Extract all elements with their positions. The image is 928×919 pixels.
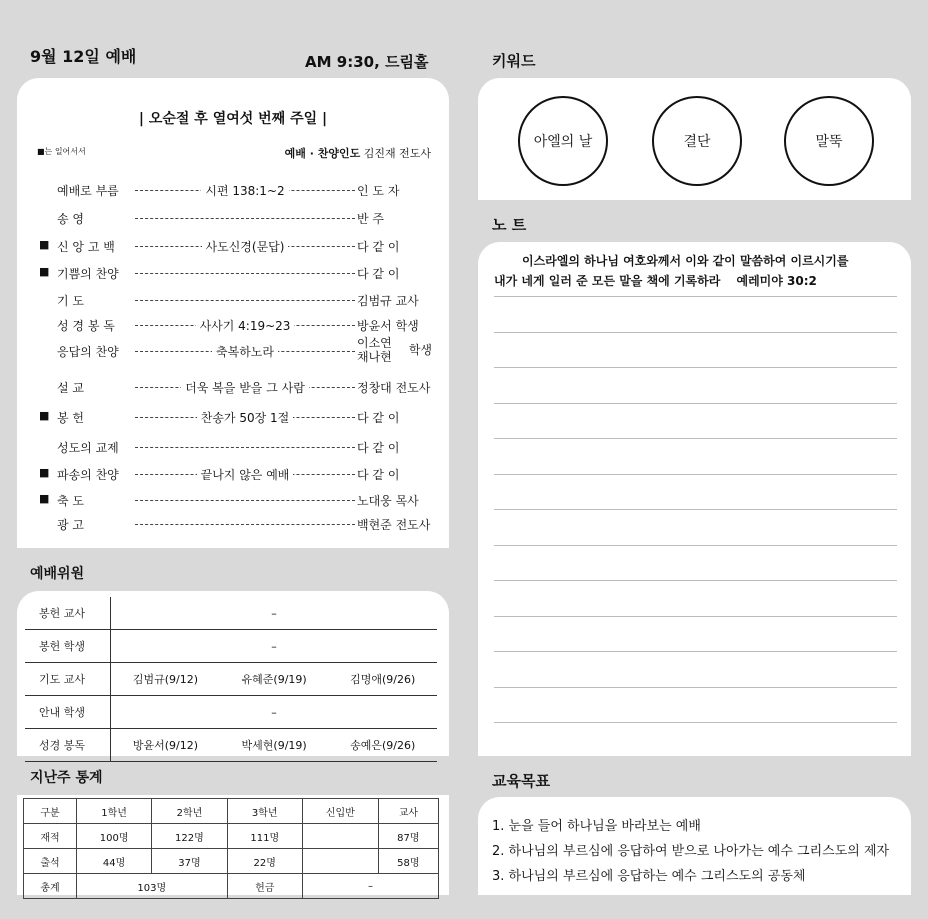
order-row: [17, 408, 449, 428]
keywords-panel: [478, 78, 911, 200]
order-item-person: 다 같 이: [357, 468, 400, 482]
note-writing-line: [494, 509, 897, 510]
stats-total-label: 총계: [24, 874, 77, 899]
stats-cash-value: –: [302, 874, 438, 899]
verse-reference: 예레미야 30:2: [736, 274, 817, 288]
goals-list: [492, 815, 889, 890]
order-item-name: 설 교: [57, 381, 84, 395]
dash-leader: [135, 218, 355, 219]
order-item-person: 백현준 전도사: [357, 518, 431, 532]
note-writing-line: [494, 296, 897, 297]
order-item-person: 김범규 교사: [357, 294, 419, 308]
order-item-person: 반 주: [357, 212, 384, 226]
order-item-detail-text: 시편 138:1~2: [201, 184, 288, 198]
note-writing-line: [494, 651, 897, 652]
stats-cell: 22명: [227, 849, 302, 874]
keyword-circle-2: 결단: [652, 96, 742, 186]
member-value: 송예은(9/26): [328, 729, 437, 762]
order-item-name: 기쁨의 찬양: [57, 267, 119, 281]
order-item-name: 응답의 찬양: [57, 345, 119, 359]
stats-cell: [302, 824, 378, 849]
worship-leader-label: 예배 · 찬양인도: [284, 147, 361, 160]
member-value: 김명애(9/26): [328, 663, 437, 696]
service-date: 9월 12일 예배: [30, 47, 137, 66]
stats-cell: 37명: [152, 849, 227, 874]
verse-line-1: 이스라엘의 하나님 여호와께서 이와 같이 말씀하여 이르시기를: [522, 254, 849, 268]
member-role: 안내 학생: [25, 696, 111, 729]
order-item-detail: [135, 238, 355, 255]
members-table: [25, 597, 437, 762]
stats-header: 2학년: [152, 799, 227, 824]
stats-panel: [17, 795, 449, 895]
stats-cell: 111명: [227, 824, 302, 849]
order-row: [17, 209, 449, 229]
order-item-name: 광 고: [57, 518, 84, 532]
stats-cell: 재적: [24, 824, 77, 849]
order-row: [17, 465, 449, 485]
order-row: [17, 438, 449, 458]
member-role: 봉헌 교사: [25, 597, 111, 630]
stats-cell: 87명: [378, 824, 438, 849]
member-row: [25, 696, 437, 729]
stats-cell: [302, 849, 378, 874]
order-item-person: 인 도 자: [357, 184, 400, 198]
order-item-name: 신 앙 고 백: [57, 240, 115, 254]
order-of-worship-panel: [17, 78, 449, 548]
order-item-person: 방윤서 학생: [357, 319, 419, 333]
member-row: [25, 663, 437, 696]
stand-note: ■는 일어서서: [37, 147, 86, 156]
order-item-name: 송 영: [57, 212, 84, 226]
order-item-name: 봉 헌: [57, 411, 84, 425]
dash-leader: [135, 524, 355, 525]
stats-table: [23, 798, 439, 899]
sunday-title: | 오순절 후 열여섯 번째 주일 |: [138, 111, 328, 127]
stats-cell: 58명: [378, 849, 438, 874]
stand-marker: ■: [39, 466, 50, 479]
member-row: [25, 729, 437, 762]
order-row: [17, 336, 449, 364]
stats-title: 지난주 통계: [30, 770, 103, 786]
goals-panel: [478, 797, 911, 895]
order-item-detail: [135, 379, 355, 396]
verse-text: 내가 네게 일러 준 모든 말을 책에 기록하라: [494, 274, 721, 288]
order-item-person: 이소연 채나현 학생: [357, 336, 432, 364]
member-value: –: [111, 630, 438, 663]
order-row: [17, 291, 449, 311]
stats-cell: 44명: [76, 849, 151, 874]
stats-cell: 122명: [152, 824, 227, 849]
order-row: [17, 264, 449, 284]
stats-header: 3학년: [227, 799, 302, 824]
stand-marker: ■: [39, 265, 50, 278]
dash-leader: [135, 300, 355, 301]
note-writing-line: [494, 332, 897, 333]
stats-row: [24, 849, 439, 874]
member-role: 성경 봉독: [25, 729, 111, 762]
order-item-detail-text: 사사기 4:19~23: [196, 319, 295, 333]
note-writing-line: [494, 722, 897, 723]
order-item-detail: [135, 466, 355, 483]
note-writing-line: [494, 580, 897, 581]
order-item-name: 예배로 부름: [57, 184, 119, 198]
order-item-detail-text: 더욱 복을 받을 그 사람: [181, 381, 309, 395]
response-song-persons: 이소연 채나현: [357, 336, 392, 364]
order-item-name: 축 도: [57, 494, 84, 508]
stats-cash-label: 헌금: [227, 874, 302, 899]
order-row: [17, 316, 449, 336]
order-item-person: 노대웅 목사: [357, 494, 419, 508]
stats-header: 구분: [24, 799, 77, 824]
stand-marker: ■: [39, 409, 50, 422]
stats-total-value: 103명: [76, 874, 227, 899]
member-row: [25, 630, 437, 663]
stats-cell: 100명: [76, 824, 151, 849]
members-panel: [17, 591, 449, 756]
note-writing-line: [494, 545, 897, 546]
member-value: 김범규(9/12): [111, 663, 220, 696]
order-item-detail-text: 끝나지 않은 예배: [197, 468, 294, 482]
member-row: [25, 597, 437, 630]
stats-header: 교사: [378, 799, 438, 824]
members-title: 예배위원: [30, 566, 85, 582]
member-value: 방윤서(9/12): [111, 729, 220, 762]
keyword-circle-3: 말뚝: [784, 96, 874, 186]
order-row: [17, 515, 449, 535]
note-writing-line: [494, 403, 897, 404]
member-value: –: [111, 597, 438, 630]
order-row: [17, 491, 449, 511]
worship-leader: [285, 145, 431, 161]
stand-marker: ■: [39, 492, 50, 505]
dash-leader: [135, 273, 355, 274]
notes-title: 노 트: [492, 216, 527, 234]
member-value: –: [111, 696, 438, 729]
order-item-detail: [135, 182, 355, 199]
order-row: [17, 378, 449, 398]
note-writing-line: [494, 367, 897, 368]
order-item-detail-text: 사도신경(문답): [202, 240, 289, 254]
member-role: 봉헌 학생: [25, 630, 111, 663]
goal-item: 2. 하나님의 부르심에 응답하여 받으로 나아가는 예수 그리스도의 제자: [492, 844, 890, 859]
note-writing-line: [494, 616, 897, 617]
order-item-name: 성 경 봉 독: [57, 319, 115, 333]
stats-cell: 출석: [24, 849, 77, 874]
order-row: [17, 181, 449, 201]
order-item-detail: [135, 317, 355, 334]
goal-item: 3. 하나님의 부르심에 응답하는 예수 그리스도의 공동체: [492, 869, 806, 884]
stats-header: 1학년: [76, 799, 151, 824]
keywords-title: 키워드: [492, 52, 536, 70]
dash-leader: [135, 500, 355, 501]
order-item-person: 다 같 이: [357, 441, 400, 455]
verse-line-2: [494, 272, 817, 289]
order-row: [17, 237, 449, 257]
note-writing-line: [494, 438, 897, 439]
order-item-detail: [135, 343, 355, 360]
order-item-person: 다 같 이: [357, 411, 400, 425]
worship-leader-name: 김진재 전도사: [363, 147, 431, 160]
stats-header: 신입반: [302, 799, 378, 824]
stats-row: [24, 824, 439, 849]
stand-marker: ■: [39, 238, 50, 251]
order-item-detail-text: 찬송가 50장 1절: [197, 411, 294, 425]
order-item-name: 기 도: [57, 294, 84, 308]
notes-panel: [478, 242, 911, 756]
service-time-place: AM 9:30, 드림홀: [305, 53, 429, 71]
order-item-name: 파송의 찬양: [57, 468, 119, 482]
stats-total-row: [24, 874, 439, 899]
member-role: 기도 교사: [25, 663, 111, 696]
order-item-detail: [135, 409, 355, 426]
order-item-person: 정창대 전도사: [357, 381, 431, 395]
goal-item: 1. 눈을 들어 하나님을 바라보는 예배: [492, 819, 701, 834]
order-item-name: 성도의 교제: [57, 441, 119, 455]
order-item-person: 다 같 이: [357, 240, 400, 254]
note-writing-line: [494, 474, 897, 475]
member-value: 박세현(9/19): [220, 729, 329, 762]
keyword-circle-1: 아엘의 날: [518, 96, 608, 186]
order-item-detail-text: 축복하노라: [212, 345, 278, 359]
order-item-person: 다 같 이: [357, 267, 400, 281]
goals-title: 교육목표: [492, 772, 550, 790]
note-writing-line: [494, 687, 897, 688]
member-value: 유혜준(9/19): [220, 663, 329, 696]
dash-leader: [135, 447, 355, 448]
